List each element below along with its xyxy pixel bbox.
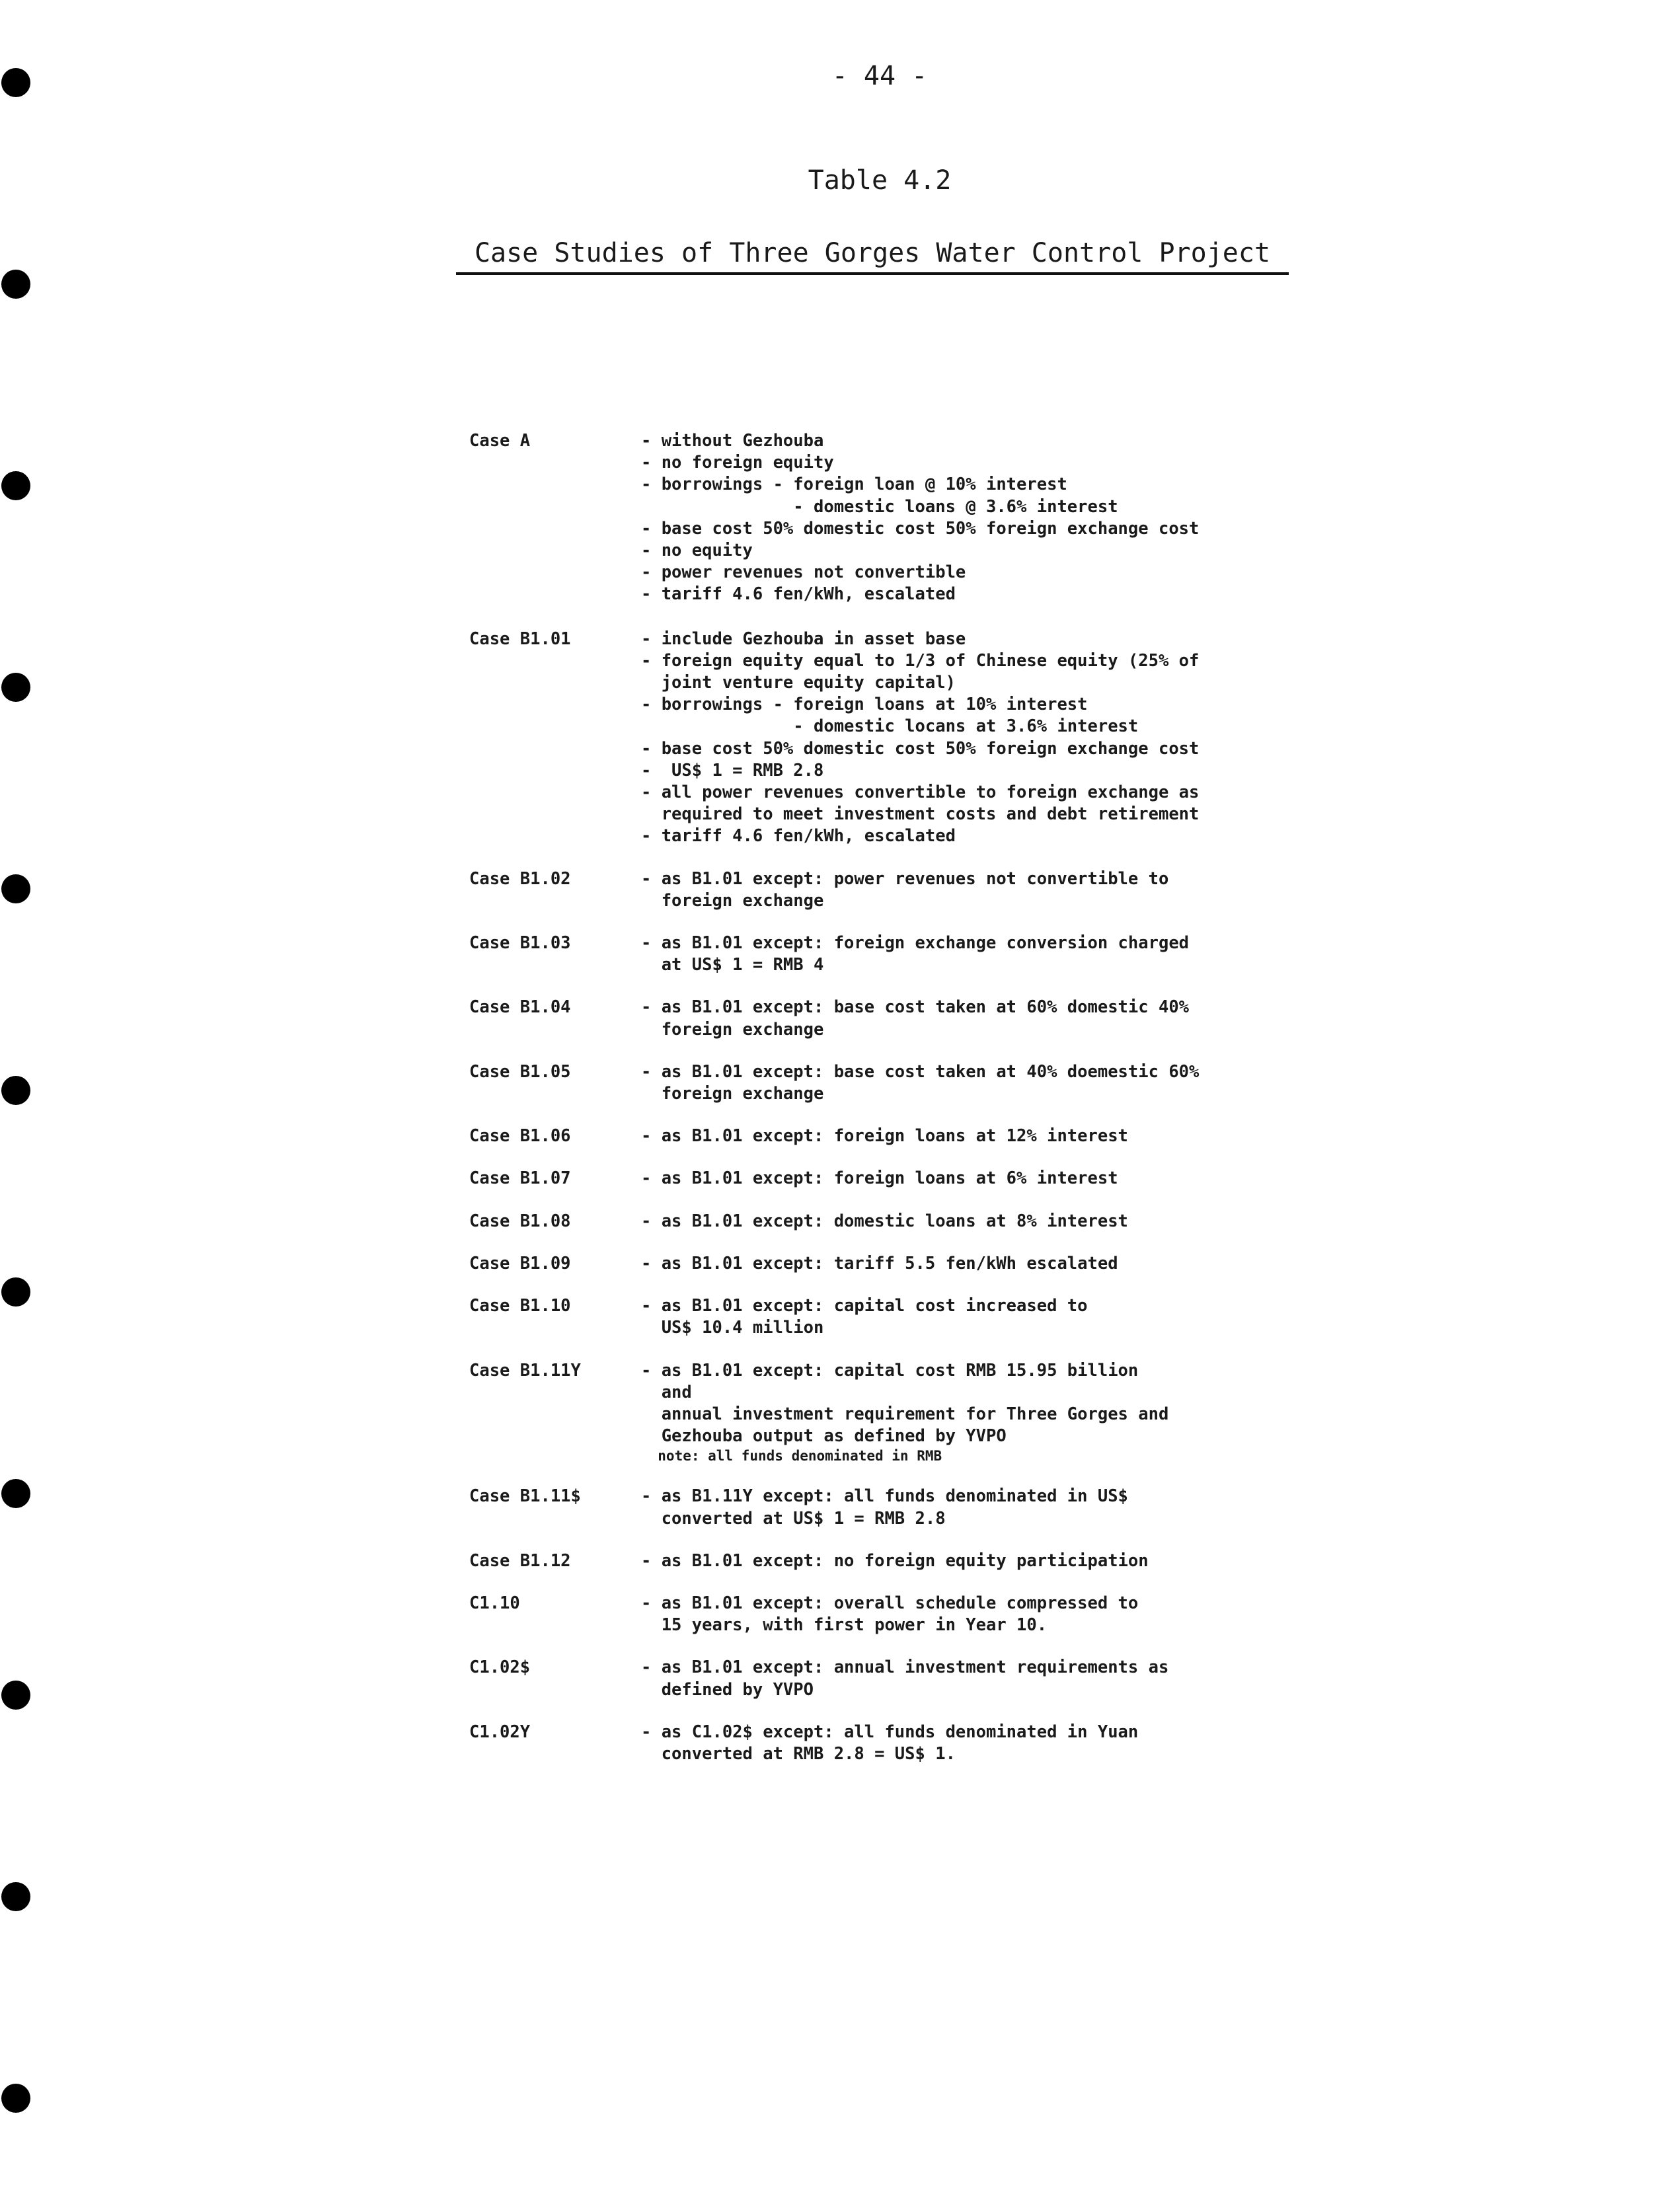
case-description bbox=[641, 1168, 1262, 1190]
description-line: - as B1.01 except: foreign loans at 12% interest bbox=[641, 1126, 1128, 1147]
case-label: C1.02Y bbox=[469, 1722, 531, 1742]
case-row bbox=[469, 1657, 1262, 1700]
table-title: Case Studies of Three Gorges Water Control Project bbox=[456, 238, 1289, 275]
case-row bbox=[469, 1486, 1262, 1529]
description-line: - foreign equity equal to 1/3 of Chinese equity (25% of bbox=[641, 650, 1200, 671]
case-description bbox=[641, 1550, 1262, 1572]
description-line: - as B1.01 except: domestic loans at 8% interest bbox=[641, 1211, 1128, 1231]
case-row bbox=[469, 1211, 1262, 1233]
case-label: Case B1.04 bbox=[469, 997, 571, 1018]
case-row bbox=[469, 1253, 1262, 1275]
case-label: Case B1.07 bbox=[469, 1168, 571, 1189]
case-row bbox=[469, 1168, 1262, 1190]
description-line: Gezhouba output as defined by YVPO bbox=[641, 1426, 1007, 1447]
description-line: - as C1.02$ except: all funds denominated in Yuan bbox=[641, 1722, 1139, 1742]
case-row bbox=[469, 1061, 1262, 1105]
description-line: - as B1.11Y except: all funds denominated in US$ bbox=[641, 1486, 1128, 1507]
description-line: foreign exchange bbox=[641, 890, 824, 911]
description-line: - include Gezhouba in asset base bbox=[641, 628, 966, 649]
description-line: 15 years, with first power in Year 10. bbox=[641, 1615, 1048, 1636]
description-line: - as B1.01 except: base cost taken at 60% domestic 40% bbox=[641, 997, 1190, 1018]
case-description bbox=[641, 1211, 1262, 1233]
description-line: - borrowings - foreign loan @ 10% interest bbox=[641, 474, 1067, 495]
description-line: joint venture equity capital) bbox=[641, 673, 956, 693]
case-row bbox=[469, 997, 1262, 1040]
description-line: - as B1.01 except: no foreign equity participation bbox=[641, 1550, 1149, 1571]
case-label: Case B1.02 bbox=[469, 868, 571, 889]
description-line: - as B1.01 except: power revenues not convertible to bbox=[641, 868, 1169, 889]
description-line: - as B1.01 except: foreign exchange conversion charged bbox=[641, 933, 1190, 954]
case-label: Case B1.11Y bbox=[469, 1360, 581, 1381]
punch-hole bbox=[1, 673, 30, 702]
case-description bbox=[641, 628, 1262, 848]
description-line: annual investment requirement for Three Gorges and bbox=[641, 1404, 1169, 1424]
case-description bbox=[641, 1486, 1262, 1529]
case-label: Case B1.12 bbox=[469, 1550, 571, 1571]
description-line: - base cost 50% domestic cost 50% foreign exchange cost bbox=[641, 518, 1200, 539]
punch-hole bbox=[1, 471, 30, 500]
case-note: note: all funds denominated in RMB bbox=[641, 1448, 942, 1464]
description-line: - no equity bbox=[641, 541, 753, 561]
description-line: foreign exchange bbox=[641, 1019, 824, 1040]
case-row bbox=[469, 1125, 1262, 1147]
description-line: converted at US$ 1 = RMB 2.8 bbox=[641, 1508, 946, 1529]
description-line: - tariff 4.6 fen/kWh, escalated bbox=[641, 826, 956, 847]
case-row bbox=[469, 1593, 1262, 1636]
description-line: - as B1.01 except: capital cost increased to bbox=[641, 1296, 1088, 1316]
case-row bbox=[469, 868, 1262, 912]
case-list bbox=[469, 410, 1262, 1765]
case-description bbox=[641, 1061, 1262, 1105]
case-label: Case B1.03 bbox=[469, 933, 571, 954]
case-description bbox=[641, 1722, 1262, 1765]
case-description bbox=[641, 1360, 1262, 1466]
description-line: - without Gezhouba bbox=[641, 431, 824, 451]
description-line: converted at RMB 2.8 = US$ 1. bbox=[641, 1743, 956, 1764]
description-line: foreign exchange bbox=[641, 1084, 824, 1104]
case-description bbox=[641, 868, 1262, 912]
case-label: Case B1.06 bbox=[469, 1126, 571, 1147]
punch-hole bbox=[1, 1882, 30, 1911]
case-description bbox=[641, 932, 1262, 976]
case-description bbox=[641, 1657, 1262, 1700]
punch-hole bbox=[1, 1479, 30, 1508]
case-description bbox=[641, 1593, 1262, 1636]
punch-hole bbox=[1, 270, 30, 299]
case-description bbox=[641, 1253, 1262, 1275]
description-line: - as B1.01 except: foreign loans at 6% interest bbox=[641, 1168, 1118, 1189]
description-line: and bbox=[641, 1382, 692, 1402]
description-line: - as B1.01 except: overall schedule compressed to bbox=[641, 1593, 1139, 1613]
description-line: - no foreign equity bbox=[641, 453, 834, 473]
case-label: Case B1.01 bbox=[469, 628, 571, 649]
case-label: Case B1.08 bbox=[469, 1211, 571, 1231]
punch-hole bbox=[1, 874, 30, 903]
case-row bbox=[469, 1550, 1262, 1572]
case-row bbox=[469, 1295, 1262, 1339]
punch-hole bbox=[1, 2084, 30, 2113]
case-description bbox=[641, 430, 1262, 606]
description-line: - US$ 1 = RMB 2.8 bbox=[641, 760, 824, 780]
case-label: C1.10 bbox=[469, 1593, 520, 1613]
case-description bbox=[641, 997, 1262, 1040]
description-line: - as B1.01 except: capital cost RMB 15.95 billion bbox=[641, 1360, 1139, 1381]
case-row bbox=[469, 932, 1262, 976]
case-label: C1.02$ bbox=[469, 1657, 531, 1678]
description-line: - domestic locans at 3.6% interest bbox=[641, 716, 1139, 737]
case-row bbox=[469, 430, 1262, 606]
description-line: - as B1.01 except: base cost taken at 40% doemestic 60% bbox=[641, 1061, 1200, 1082]
description-line: - borrowings - foreign loans at 10% interest bbox=[641, 695, 1088, 715]
case-label: Case B1.05 bbox=[469, 1061, 571, 1082]
table-label: Table 4.2 bbox=[808, 165, 952, 196]
description-line: defined by YVPO bbox=[641, 1679, 814, 1700]
description-line: at US$ 1 = RMB 4 bbox=[641, 955, 824, 975]
description-line: - as B1.01 except: tariff 5.5 fen/kWh escalated bbox=[641, 1253, 1118, 1273]
punch-hole bbox=[1, 1681, 30, 1710]
page-number: - 44 - bbox=[831, 61, 928, 91]
case-row bbox=[469, 1722, 1262, 1765]
case-label: Case B1.09 bbox=[469, 1253, 571, 1273]
punch-hole bbox=[1, 1076, 30, 1105]
description-line: - domestic loans @ 3.6% interest bbox=[641, 496, 1118, 517]
description-line: US$ 10.4 million bbox=[641, 1318, 824, 1338]
description-line: - power revenues not convertible bbox=[641, 562, 966, 583]
description-line: - tariff 4.6 fen/kWh, escalated bbox=[641, 584, 956, 605]
description-line: - as B1.01 except: annual investment requirements as bbox=[641, 1657, 1169, 1678]
description-line: required to meet investment costs and debt retirement bbox=[641, 804, 1200, 825]
case-description bbox=[641, 1295, 1262, 1339]
description-line: - all power revenues convertible to foreign exchange as bbox=[641, 782, 1200, 803]
case-label: Case A bbox=[469, 431, 531, 451]
case-label: Case B1.11$ bbox=[469, 1486, 581, 1507]
case-row bbox=[469, 1360, 1262, 1466]
punch-hole bbox=[1, 1277, 30, 1307]
description-line: - base cost 50% domestic cost 50% foreign exchange cost bbox=[641, 738, 1200, 759]
case-description bbox=[641, 1125, 1262, 1147]
case-row bbox=[469, 628, 1262, 848]
case-label: Case B1.10 bbox=[469, 1296, 571, 1316]
